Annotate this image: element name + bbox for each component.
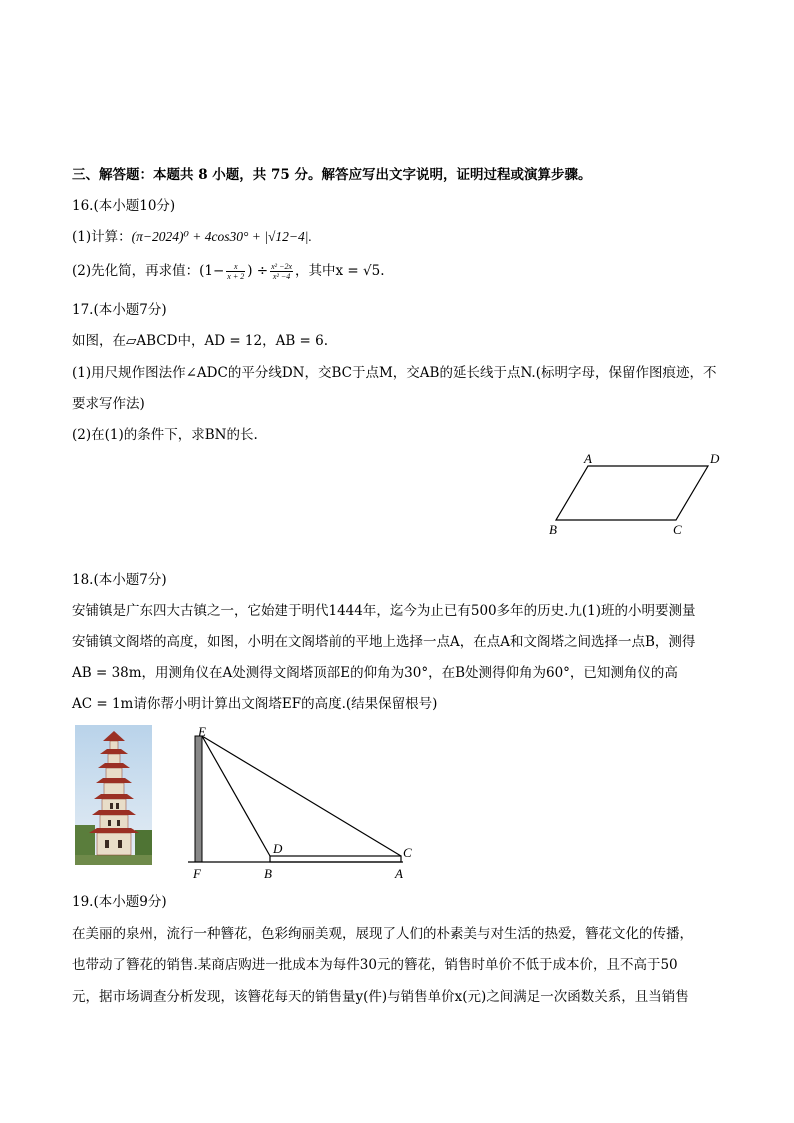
q19-line3: 元，据市场调查分析发现，该簪花每天的销售量y(件)与销售单价x(元)之间满足一次函数关系，且当销售	[72, 989, 689, 1005]
q19-title: 19.(本小题9分)	[72, 894, 167, 910]
q18-title: 18.(本小题7分)	[72, 572, 167, 588]
q18-line2: 安铺镇文阁塔的高度，如图，小明在文阁塔前的平地上选择一点A，在点A和文阁塔之间选择一点B，测得	[72, 634, 696, 650]
q17-title: 17.(本小题7分)	[72, 302, 167, 318]
q17-line3: 要求写作法)	[72, 396, 145, 412]
q17-line2: (1)用尺规作图法作∠ADC的平分线DN，交BC于点M，交AB的延长线于点N.(标明字母，保留作图痕迹，不	[72, 365, 717, 381]
q17-line1: 如图，在▱ABCD中，AD = 12，AB = 6.	[72, 333, 329, 349]
sightline-c	[202, 736, 401, 856]
q16-title: 16.(本小题10分)	[72, 198, 176, 214]
section-header: 三、解答题：本题共 8 小题，共 75 分。解答应写出文字说明，证明过程或演算步骤。	[72, 167, 592, 183]
instrument-dc	[270, 856, 401, 862]
label-d2: D	[273, 841, 283, 856]
q18-line3: AB = 38m，用测角仪在A处测得文阁塔顶部E的仰角为30°，在B处测得仰角为60°，已知测角仪的高	[72, 665, 678, 681]
label-a: A	[584, 451, 592, 466]
label-f: F	[193, 866, 201, 880]
label-c: C	[673, 522, 682, 537]
sightline-d	[202, 736, 270, 856]
tower-ef	[195, 736, 202, 862]
q18-line4: AC = 1m请你帮小明计算出文阁塔EF的高度.(结果保留根号)	[72, 696, 438, 712]
label-a2: A	[395, 866, 403, 880]
q19-line1: 在美丽的泉州，流行一种簪花，色彩绚丽美观，展现了人们的朴素美与对生活的热爱，簪花文化的传播，	[72, 926, 693, 942]
tower-diagram	[188, 724, 418, 880]
q17-line4: (2)在(1)的条件下，求BN的长.	[72, 427, 258, 443]
q16-part1: (1)计算：(π−2024)⁰ + 4cos30° + |√12−4|.	[72, 229, 312, 245]
fraction-2: $\frac{\text{x² −2x}}{\text{x² −4}}$	[271, 262, 293, 281]
fraction-1: $\frac{x}{x + 2}$	[227, 262, 245, 281]
q16-part2: (2)先化简，再求值：(1− $\frac{x}{x + 2}$ ) ÷ $\frac{\text{x² −2x}}{\text{x² −4}}$ ，其中x = √5.	[72, 262, 385, 281]
q19-line2: 也带动了簪花的销售.某商店购进一批成本为每件30元的簪花，销售时单价不低于成本价，且不高于50	[72, 957, 678, 973]
label-b: B	[549, 522, 557, 537]
label-d: D	[710, 451, 720, 466]
parallelogram-figure	[540, 448, 730, 540]
parallelogram-abcd	[556, 466, 708, 520]
pagoda-photo	[75, 725, 152, 865]
label-c2: C	[403, 845, 412, 860]
label-e: E	[198, 724, 206, 739]
q18-line1: 安铺镇是广东四大古镇之一，它始建于明代1444年，迄今为止已有500多年的历史.九(1)班的小明要测量	[72, 603, 696, 619]
label-b2: B	[264, 866, 272, 880]
q16-part1-expression: (π−2024)⁰ + 4cos30° + |√12−4|.	[131, 229, 312, 244]
